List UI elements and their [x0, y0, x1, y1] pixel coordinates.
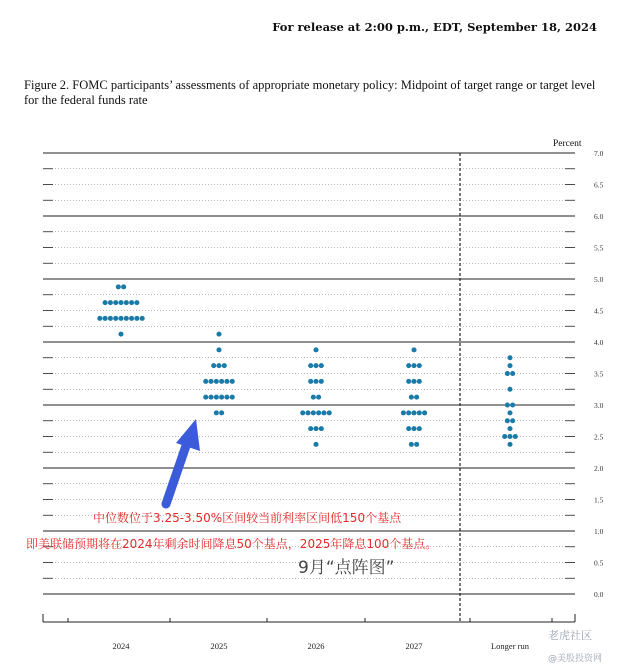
- participant-dot: [510, 402, 515, 407]
- participant-dot: [510, 418, 515, 423]
- participant-dot: [507, 387, 512, 392]
- participant-dot: [406, 426, 411, 431]
- grid-lines: [43, 153, 575, 594]
- arrow-head: [176, 419, 200, 451]
- participant-dot: [422, 410, 427, 415]
- participant-dot: [409, 395, 414, 400]
- participant-dot: [414, 395, 419, 400]
- participant-dot: [414, 442, 419, 447]
- participant-dot: [214, 395, 219, 400]
- participant-dot: [219, 395, 224, 400]
- participant-dot: [203, 379, 208, 384]
- participant-dot: [311, 395, 316, 400]
- participant-dot: [313, 379, 318, 384]
- participant-dot: [417, 379, 422, 384]
- y-tick-label: 0.0: [594, 590, 604, 599]
- participant-dot: [505, 418, 510, 423]
- y-tick-label: 4.0: [594, 338, 604, 347]
- participant-dot: [113, 300, 118, 305]
- y-tick-label: 1.5: [594, 495, 604, 505]
- watermark-handle: @美股投资网: [548, 654, 603, 664]
- release-line: For release at 2:00 p.m., EDT, September 18, 2024: [272, 20, 597, 34]
- participant-dot: [406, 379, 411, 384]
- participant-dot: [118, 332, 123, 337]
- participant-dot: [510, 371, 515, 376]
- participant-dot: [316, 410, 321, 415]
- x-tick-label: 2024: [112, 641, 130, 651]
- participant-dot: [230, 379, 235, 384]
- participant-dot: [306, 410, 311, 415]
- annotation-cut-expectation: 即美联储预期将在2024年剩余时间降息50个基点，2025年降息100个基点。: [26, 537, 438, 551]
- participant-dot: [300, 410, 305, 415]
- participant-dot: [308, 426, 313, 431]
- participant-dot: [507, 363, 512, 368]
- participant-dot: [224, 379, 229, 384]
- figure-caption: Figure 2. FOMC participants’ assessments of appropriate monetary policy: Midpoint of target range or target level for the federal funds rate: [24, 78, 596, 107]
- watermark-community: 老虎社区: [548, 629, 592, 642]
- y-tick-label: 2.0: [594, 464, 604, 473]
- y-tick-label: 6.5: [594, 180, 604, 190]
- participant-dot: [327, 410, 332, 415]
- participant-dot: [507, 442, 512, 447]
- participant-dot: [319, 426, 324, 431]
- participant-dot: [129, 300, 134, 305]
- participant-dot: [507, 410, 512, 415]
- participant-dot: [505, 371, 510, 376]
- participant-dot: [319, 363, 324, 368]
- participant-dot: [216, 332, 221, 337]
- participant-dot: [502, 434, 507, 439]
- participant-dot: [216, 363, 221, 368]
- participant-dot: [313, 363, 318, 368]
- participant-dot: [313, 426, 318, 431]
- annotation-dot-plot-title: 9月“点阵图”: [298, 558, 395, 578]
- y-tick-label: 4.5: [594, 306, 604, 316]
- participant-dot: [230, 395, 235, 400]
- participant-dot: [406, 363, 411, 368]
- participant-dot: [417, 426, 422, 431]
- participant-dot: [224, 395, 229, 400]
- participant-dot: [316, 395, 321, 400]
- participant-dot: [507, 426, 512, 431]
- participant-dot: [411, 410, 416, 415]
- participant-dot: [308, 379, 313, 384]
- x-tick-label: 2026: [307, 641, 325, 651]
- participant-dot: [103, 316, 108, 321]
- participant-dot: [406, 410, 411, 415]
- x-tick-label: Longer run: [490, 641, 530, 651]
- participant-dot: [417, 363, 422, 368]
- participant-dot: [411, 426, 416, 431]
- participant-dot: [118, 300, 123, 305]
- y-tick-label: 5.5: [594, 243, 604, 253]
- participant-dot: [203, 395, 208, 400]
- participant-dot: [513, 434, 518, 439]
- participant-dot: [103, 300, 108, 305]
- participant-dot: [124, 300, 129, 305]
- participant-dot: [108, 316, 113, 321]
- y-tick-label: 2.5: [594, 432, 604, 442]
- arrow-shaft: [166, 440, 188, 504]
- y-tick-label: 1.0: [594, 527, 604, 536]
- y-tick-label: 3.0: [594, 401, 604, 410]
- y-tick-label: 7.0: [594, 149, 604, 158]
- participant-dot: [121, 284, 126, 289]
- participant-dot: [209, 379, 214, 384]
- annotation-arrow: [166, 419, 200, 504]
- annotation-median-note: 中位数位于3.25-3.50%区间较当前利率区间低150个基点: [93, 511, 402, 525]
- participant-dot: [219, 379, 224, 384]
- participant-dot: [108, 300, 113, 305]
- participant-dot: [311, 410, 316, 415]
- participant-dot: [313, 442, 318, 447]
- participant-dot: [321, 410, 326, 415]
- participant-dot: [411, 363, 416, 368]
- participant-dot: [118, 316, 123, 321]
- participant-dot: [116, 284, 121, 289]
- participant-dot: [507, 434, 512, 439]
- participant-dot: [140, 316, 145, 321]
- participant-dot: [124, 316, 129, 321]
- participant-dot: [209, 395, 214, 400]
- participant-dot: [216, 347, 221, 352]
- participant-dot: [319, 379, 324, 384]
- participant-dot: [401, 410, 406, 415]
- participant-dot: [134, 316, 139, 321]
- participant-dot: [505, 402, 510, 407]
- participant-dot: [134, 300, 139, 305]
- participant-dot: [219, 410, 224, 415]
- participant-dot: [129, 316, 134, 321]
- dots: [97, 284, 518, 447]
- x-tick-label: 2025: [210, 641, 228, 651]
- y-tick-label: 3.5: [594, 369, 604, 379]
- y-tick-label: 6.0: [594, 212, 604, 221]
- participant-dot: [411, 347, 416, 352]
- participant-dot: [214, 410, 219, 415]
- participant-dot: [214, 379, 219, 384]
- participant-dot: [222, 363, 227, 368]
- participant-dot: [411, 379, 416, 384]
- participant-dot: [211, 363, 216, 368]
- participant-dot: [417, 410, 422, 415]
- x-tick-label: 2027: [405, 641, 423, 651]
- participant-dot: [313, 347, 318, 352]
- participant-dot: [308, 363, 313, 368]
- y-tick-label: 0.5: [594, 558, 604, 568]
- participant-dot: [507, 355, 512, 360]
- y-unit-label: Percent: [553, 139, 582, 149]
- y-tick-label: 5.0: [594, 275, 604, 284]
- participant-dot: [97, 316, 102, 321]
- participant-dot: [409, 442, 414, 447]
- participant-dot: [113, 316, 118, 321]
